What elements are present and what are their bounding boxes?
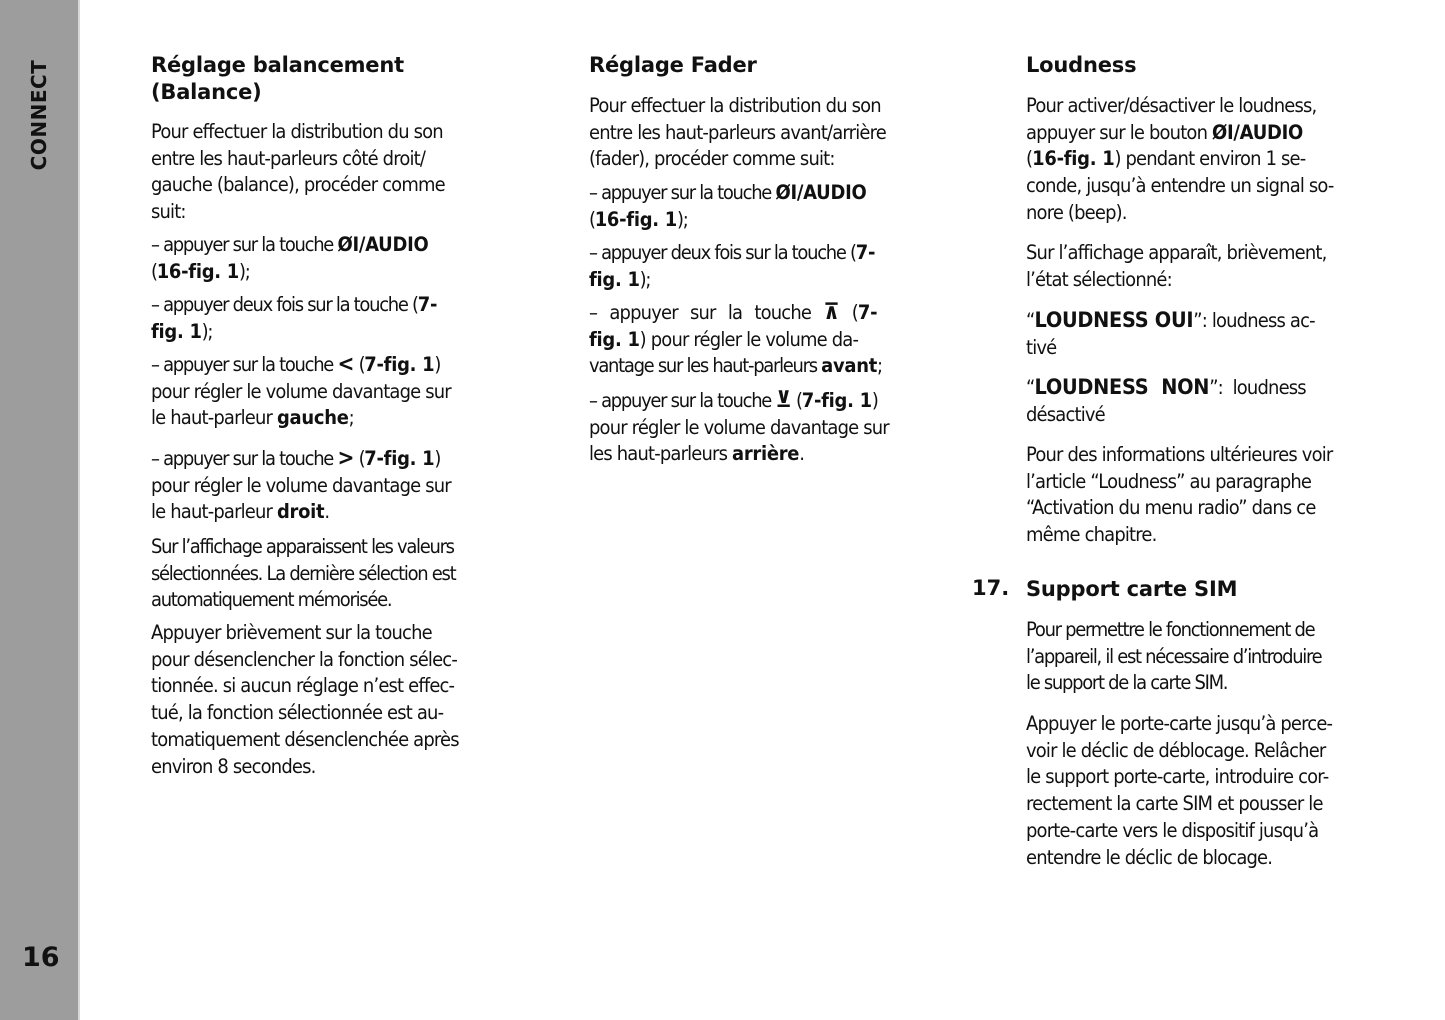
text: appuyer sur le bouton — [1026, 120, 1212, 144]
text: “ — [1026, 376, 1035, 399]
text-line: gauche (balance), procéder comme — [151, 173, 445, 197]
text-line: “Activation du menu radio” dans ce — [1026, 496, 1316, 520]
text: ); — [639, 267, 651, 291]
text: – appuyer deux fois sur la touche ( — [589, 241, 856, 264]
text: “ — [1026, 309, 1035, 332]
text: ) — [434, 353, 441, 376]
section-heading-fader: Réglage Fader — [589, 53, 757, 77]
text-line: Pour effectuer la distribution du son — [589, 94, 881, 117]
step-balance-2 — [151, 292, 475, 345]
text: ); — [201, 319, 213, 343]
text-line: le support de la carte SIM. — [1026, 671, 1228, 695]
section-heading-balance — [151, 52, 475, 106]
text-line: pour régler le volume davantage sur — [589, 415, 889, 439]
section-heading-sim: Support carte SIM — [1026, 577, 1238, 601]
section-loudness — [1026, 52, 1349, 79]
left-arrow-icon: < — [337, 352, 355, 377]
text-line: Pour activer/désactiver le loudness, — [1026, 94, 1317, 117]
text-line: le support porte-carte, introduire cor- — [1026, 765, 1329, 789]
figure-ref: 7- — [417, 293, 438, 316]
text: ); — [676, 207, 688, 231]
paragraph-sim-insert — [1026, 711, 1349, 871]
text-line: entendre le déclic de blocage. — [1026, 845, 1273, 869]
figure-ref: 7- — [855, 241, 876, 264]
figure-ref: 7- — [857, 301, 878, 324]
text: ) — [871, 389, 878, 412]
emphasis: arrière — [731, 442, 800, 466]
emphasis: droit — [276, 500, 325, 524]
paragraph-balance-exit — [151, 620, 475, 780]
button-ref-audio: ØI/AUDIO — [775, 181, 867, 204]
display-value: LOUDNESS OUI — [1034, 308, 1194, 332]
text: – appuyer sur la touche — [151, 353, 338, 376]
text: – appuyer sur la touche — [589, 301, 824, 324]
text-line: Appuyer brièvement sur la touche — [151, 621, 432, 644]
text: ”: loudness — [1209, 376, 1306, 399]
figure-ref: 7-fig. 1 — [364, 447, 435, 470]
text: ( — [839, 301, 858, 324]
up-arrow-bar-icon: ⊼ — [823, 300, 840, 325]
text-line: tomatiquement désenclenchée après — [151, 727, 459, 751]
figure-ref: 7-fig. 1 — [364, 353, 435, 376]
text-line: l’article “Loudness” au paragraphe — [1026, 469, 1312, 493]
text-line: automatiquement mémorisée. — [151, 588, 392, 612]
chapter-label-text: CONNECT — [27, 59, 51, 171]
text: – appuyer deux fois sur la touche ( — [151, 293, 418, 316]
emphasis: avant — [821, 354, 878, 378]
text-line: pour régler le volume davantage sur — [151, 379, 451, 403]
text: – appuyer sur la touche — [151, 447, 338, 470]
text-line: tué, la fonction sélectionnée est au- — [151, 701, 444, 725]
text: ( — [1026, 147, 1033, 171]
text: le haut-parleur — [151, 406, 277, 430]
heading-line: Réglage balancement — [151, 53, 404, 77]
text-line: Pour permettre le fonctionnement de — [1026, 618, 1315, 641]
button-ref-audio: ØI/AUDIO — [337, 233, 429, 256]
chapter-sidebar — [0, 0, 80, 1020]
step-fader-2 — [589, 240, 912, 293]
text: ; — [877, 354, 882, 378]
loudness-off-state — [1026, 374, 1349, 428]
text-line: suit: — [151, 200, 186, 224]
paragraph-fader-intro — [589, 93, 912, 173]
text: ( — [791, 389, 802, 412]
text-line: rectement la carte SIM et pousser le — [1026, 792, 1323, 816]
emphasis: gauche — [276, 406, 349, 430]
paragraph-sim-intro — [1026, 617, 1349, 697]
figure-ref: 7-fig. 1 — [801, 389, 872, 412]
text: le haut-parleur — [151, 500, 277, 524]
text: vantage sur les haut-parleurs — [589, 354, 822, 378]
text-line: voir le déclic de déblocage. Relâcher — [1026, 738, 1326, 762]
figure-ref: 16-fig. 1 — [156, 259, 239, 283]
text: ) pendant environ 1 se- — [1114, 147, 1306, 171]
text-line: Pour des informations ultérieures voir — [1026, 443, 1333, 466]
text: – appuyer sur la touche — [589, 389, 776, 412]
text-line: pour désenclencher la fonction sélec- — [151, 647, 457, 671]
paragraph-loudness-intro — [1026, 93, 1349, 227]
text-line: sélectionnées. La dernière sélection est — [151, 561, 456, 585]
text-line: l’appareil, il est nécessaire d’introduire — [1026, 644, 1322, 668]
display-value: LOUDNESS NON — [1034, 375, 1210, 399]
text-line: (fader), procéder comme suit: — [589, 147, 835, 171]
text-line: Appuyer le porte-carte jusqu’à perce- — [1026, 712, 1333, 735]
text: ( — [354, 447, 365, 470]
figure-ref: 16-fig. 1 — [1032, 147, 1115, 171]
loudness-on-state — [1026, 307, 1349, 361]
text-line: nore (beep). — [1026, 200, 1127, 224]
paragraph-loudness-display — [1026, 240, 1349, 293]
section-heading-loudness: Loudness — [1026, 53, 1137, 77]
step-fader-4 — [589, 388, 912, 468]
text-line: l’état sélectionné: — [1026, 267, 1172, 291]
text-line: même chapitre. — [1026, 523, 1157, 547]
chapter-label — [26, 60, 52, 170]
section-number: 17. — [972, 576, 1010, 600]
text-line: Sur l’affichage apparaît, brièvement, — [1026, 241, 1327, 264]
figure-ref: fig. 1 — [589, 327, 640, 351]
down-arrow-bar-icon: ⊻ — [775, 388, 792, 413]
text-line: conde, jusqu’à entendre un signal so- — [1026, 174, 1334, 198]
text-line: désactivé — [1026, 402, 1105, 426]
figure-ref: fig. 1 — [151, 319, 202, 343]
text: ); — [238, 259, 250, 283]
step-balance-4 — [151, 446, 475, 526]
section-balance — [151, 52, 475, 106]
text-line: tionnée. si aucun réglage n’est effec- — [151, 674, 455, 698]
paragraph-balance-display — [151, 534, 475, 614]
paragraph-balance-intro — [151, 119, 475, 226]
step-balance-1 — [151, 232, 475, 285]
text-line: pour régler le volume davantage sur — [151, 473, 451, 497]
text: les haut-parleurs — [589, 442, 732, 466]
text: . — [324, 500, 330, 524]
text-line: tivé — [1026, 335, 1057, 359]
section-fader — [589, 52, 912, 79]
paragraph-loudness-more — [1026, 442, 1349, 549]
text: – appuyer sur la touche — [589, 181, 776, 204]
text-line: Pour effectuer la distribution du son — [151, 120, 443, 143]
text: ( — [151, 259, 157, 283]
step-fader-3 — [589, 300, 912, 380]
text-line: environ 8 secondes. — [151, 754, 316, 778]
figure-ref: 16-fig. 1 — [594, 207, 677, 231]
text-line: entre les haut-parleurs côté droit/ — [151, 146, 426, 170]
text-line: porte-carte vers le dispositif jusqu’à — [1026, 818, 1319, 842]
step-balance-3 — [151, 352, 475, 432]
text: . — [799, 442, 805, 466]
text: ; — [348, 406, 354, 430]
text: ”: loudness ac- — [1193, 309, 1315, 332]
section-sim-support — [1026, 576, 1349, 603]
text: ) pour régler le volume da- — [639, 327, 859, 351]
heading-line: (Balance) — [151, 80, 262, 104]
step-fader-1 — [589, 180, 912, 233]
text: ) — [434, 447, 441, 470]
text: ( — [354, 353, 365, 376]
text-line: entre les haut-parleurs avant/arrière — [589, 120, 886, 144]
page-number: 16 — [22, 942, 60, 973]
figure-ref: fig. 1 — [589, 267, 640, 291]
text: – appuyer sur la touche — [151, 233, 338, 256]
right-arrow-icon: > — [337, 446, 355, 471]
button-ref-audio: ØI/AUDIO — [1211, 120, 1303, 144]
text-line: Sur l’affichage apparaissent les valeurs — [151, 535, 454, 558]
text: ( — [589, 207, 595, 231]
